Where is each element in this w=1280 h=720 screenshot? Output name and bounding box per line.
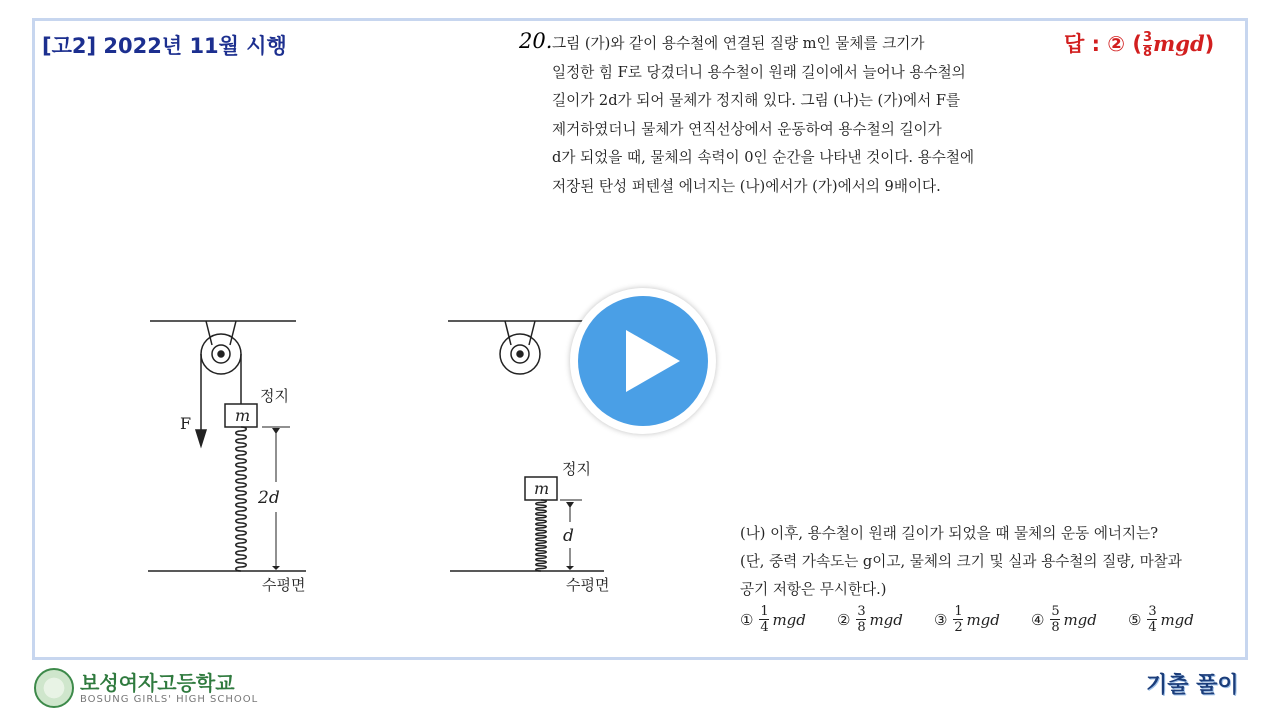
spring-left: [236, 427, 247, 571]
pulley-mount-left-r: [505, 321, 511, 345]
dim-arrow-down-icon: [272, 566, 280, 570]
answer-denominator: 8: [1143, 44, 1153, 60]
choice-3[interactable]: [934, 604, 1031, 635]
school-name: 보성여자고등학교: [80, 670, 235, 695]
choice-mark: ①: [740, 610, 754, 629]
ground-label-left: 수평면: [262, 576, 306, 594]
question-line: d가 되었을 때, 물체의 속력이 0인 순간을 나타낸 것이다. 용수철에: [552, 149, 975, 166]
choice-num: 3: [1148, 604, 1157, 619]
choice-den: 8: [1051, 620, 1060, 635]
dim-arrow-up-right-icon: [566, 502, 574, 508]
choice-mark: ⑤: [1128, 610, 1142, 629]
play-button-circle: [578, 296, 708, 426]
sub-question-line: (나) 이후, 용수철이 원래 길이가 되었을 때 물체의 운동 에너지는?: [740, 525, 1159, 542]
ground-label-right: 수평면: [566, 576, 610, 594]
choice-4[interactable]: [1031, 604, 1128, 635]
answer-suffix: ): [1204, 32, 1215, 56]
question-line: 그림 (가)와 같이 용수철에 연결된 질량 m인 물체를 크기가: [552, 35, 925, 52]
force-label: F: [180, 414, 192, 433]
exam-tag: [고2] 2022년 11월 시행: [42, 34, 287, 58]
state-label-right: 정지: [562, 460, 591, 478]
question-line: 저장된 탄성 퍼텐셜 에너지는 (나)에서가 (가)에서의 9배이다.: [552, 177, 941, 195]
choice-den: 4: [760, 620, 769, 635]
dim-arrow-up-icon: [272, 428, 280, 434]
length-label-left: 2d: [258, 488, 280, 508]
choice-mark: ④: [1031, 610, 1045, 629]
choice-mark: ③: [934, 610, 948, 629]
mass-label-right: m: [534, 479, 550, 498]
pulley-mount-right: [230, 321, 236, 345]
state-label-left: 정지: [260, 387, 289, 405]
choice-num: 1: [954, 604, 963, 619]
question-line: 일정한 힘 F로 당겼더니 용수철이 원래 길이에서 늘어나 용수철의: [552, 63, 966, 81]
answer-numerator: 3: [1143, 29, 1153, 45]
answer-tail: mgd: [1153, 31, 1205, 56]
play-icon: [626, 330, 680, 392]
choice-fraction: [953, 604, 963, 635]
choice-5[interactable]: [1128, 604, 1225, 635]
choice-den: 4: [1148, 620, 1157, 635]
choice-fraction: [1147, 604, 1157, 635]
choice-1[interactable]: [740, 604, 837, 635]
choice-tail: mgd: [869, 610, 903, 629]
choice-mark: ②: [837, 610, 851, 629]
choice-2[interactable]: [837, 604, 934, 635]
choice-tail: mgd: [1063, 610, 1097, 629]
question-line: 길이가 2d가 되어 물체가 정지해 있다. 그림 (나)는 (가)에서 F를: [552, 92, 961, 109]
dim-arrow-down-right-icon: [566, 566, 574, 570]
choice-num: 5: [1051, 604, 1060, 619]
choice-num: 3: [857, 604, 866, 619]
sub-question-line: 공기 저항은 무시한다.): [740, 581, 887, 598]
figure-left: [148, 321, 306, 571]
play-button[interactable]: [570, 288, 716, 434]
choice-fraction: [759, 604, 769, 635]
question-line: 제거하였더니 물체가 연직선상에서 운동하여 용수철의 길이가: [552, 120, 942, 138]
pulley-axle-icon: [218, 351, 224, 357]
school-english-name: BOSUNG GIRLS' HIGH SCHOOL: [80, 693, 259, 705]
answer-prefix: 답 : ② (: [1064, 32, 1142, 56]
choice-tail: mgd: [1160, 610, 1194, 629]
mass-label-left: m: [235, 406, 251, 425]
sub-question-line: (단, 중력 가속도는 g이고, 물체의 크기 및 실과 용수철의 질량, 마찰과: [740, 553, 1182, 570]
choice-fraction: [1050, 604, 1060, 635]
length-label-right: d: [563, 526, 574, 546]
school-text: [80, 672, 258, 705]
spring-right: [536, 500, 547, 571]
school-logo-icon: [34, 668, 74, 708]
series-title: 기출 풀이: [1146, 673, 1239, 698]
pulley-mount-right-r: [529, 321, 535, 345]
choice-den: 8: [857, 620, 866, 635]
choice-den: 2: [954, 620, 963, 635]
choice-num: 1: [760, 604, 769, 619]
answer-choices: [740, 604, 1225, 635]
choice-tail: mgd: [966, 610, 1000, 629]
sub-question: [740, 520, 1240, 604]
pulley-right-axle-icon: [517, 351, 523, 357]
school-branding: [34, 668, 258, 708]
choice-fraction: [856, 604, 866, 635]
question-number: 20.: [519, 29, 553, 53]
choice-tail: mgd: [772, 610, 806, 629]
pulley-mount-left: [206, 321, 212, 345]
force-arrow-icon: [196, 430, 206, 446]
